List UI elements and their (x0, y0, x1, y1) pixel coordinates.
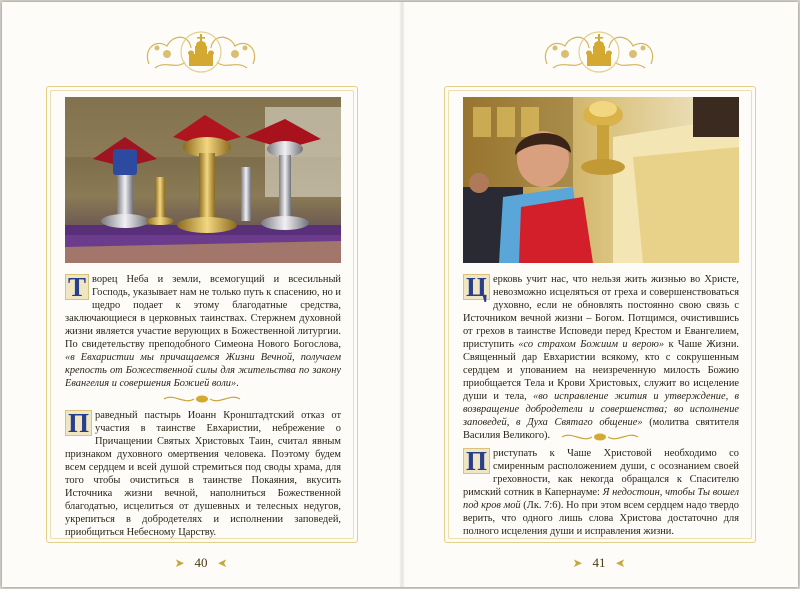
photo-chalices (65, 97, 341, 263)
church-ornament-icon (539, 20, 659, 78)
right-paragraph-1 (463, 273, 739, 442)
paragraph-text: раведный пастырь Иоанн Кронштадтский отказ от участия в таинстве Евхаристии, небрежение о Причащении Святых Христовых Таин, считал явным признаком духовного омертвения человека. Поэтому будем всем сердцем и всей душой стремиться под своды храма, для того чтобы очиститься в таинстве Покаяния, вкусить Источника жизни вечной, наполниться Божественной благодатью, исцелиться от душевных и телесных недугов, укрепиться в добродетелях и исполнении заповедей, приобщиться Небесному Царству. (65, 410, 341, 538)
book-spread (2, 2, 798, 587)
quote-text-2: «во исправление жития и утверждение, в возвращение добродетели и совершенства; во исполнение заповедей, в Духа Святаго общение» (463, 391, 739, 428)
right-paragraph-2 (463, 447, 739, 538)
left-page (2, 2, 400, 587)
flourish-divider-icon (162, 393, 242, 405)
right-page (400, 2, 798, 587)
church-ornament-icon (141, 20, 261, 78)
paragraph-text: риступать к Чаше Христовой необходимо со смиренным расположением души, с осознанием своей греховности, как некогда обращался к Спасителю римский сотник в Капернауме: (463, 448, 739, 498)
paragraph-text-end: (Лк. 7:6). Но при этом всем сердцем надо твердо верить, что одного лишь слова Христова достаточно для полного исцеления души и исправления жизни. (463, 500, 739, 537)
dropcap-letter: Т (65, 274, 89, 300)
photo-communion (463, 97, 739, 263)
page-arrow-icon: ➤ (174, 555, 185, 570)
page-number: 40 (194, 555, 208, 570)
left-paragraph-2 (65, 409, 341, 539)
paragraph-text: ерковь учит нас, что нельзя жить жизнью во Христе, невозможно исцеляться от греха и совершенствоваться духовно, если не обновлять постоянно свою связь с Источником вечной жизни – Богом. Потщимся, очистившись от грехов в таинстве Исповеди перед Крестом и Евангелием, приступить (463, 274, 739, 350)
paragraph-text-end: (молитва святителя Василия Великого). (463, 417, 739, 441)
dropcap-letter: П (463, 448, 490, 474)
quote-text: «со страхом Божиим и верою» (518, 339, 665, 350)
text-frame (444, 86, 756, 543)
paragraph-text-middle: к Чаше Жизни. Священный дар Евхаристии всякому, кто с сокрушенным сердцем и упованием на неизреченную милость Божию приобщается Тела и Крови Христовых, служит во исцеление души и тела, (463, 339, 740, 402)
page-arrow-icon: ➤ (217, 555, 228, 570)
dropcap-letter: Ц (463, 274, 490, 300)
page-number-left (174, 555, 227, 571)
left-paragraph-1 (65, 273, 341, 390)
quote-text: «в Евхаристии мы причащаемся Жизни Вечной, получаем крепость от Божественной силы для жительства по закону Евангелия и совершения Божией воли» (65, 352, 341, 389)
flourish-divider-icon (560, 431, 640, 443)
page-arrow-icon: ➤ (615, 555, 626, 570)
dropcap-letter: П (65, 410, 92, 436)
paragraph-text-end: . (236, 378, 239, 389)
page-number: 41 (592, 555, 606, 570)
paragraph-text: ворец Неба и земли, всемогущий и всесильный Господь, указывает нам не только путь к спасению, но и щедро подает к этому благодатные средства, заключающиеся в церковных таинствах. Стержнем духовной жизни является участие верующих в Божественной литургии. По свидетельству преподобного Симеона Нового Богослова, (65, 274, 341, 350)
page-arrow-icon: ➤ (572, 555, 583, 570)
quote-text: Я недостоин, чтобы Ты вошел под кров мой (463, 487, 739, 511)
page-number-right (572, 555, 625, 571)
text-frame (46, 86, 358, 543)
